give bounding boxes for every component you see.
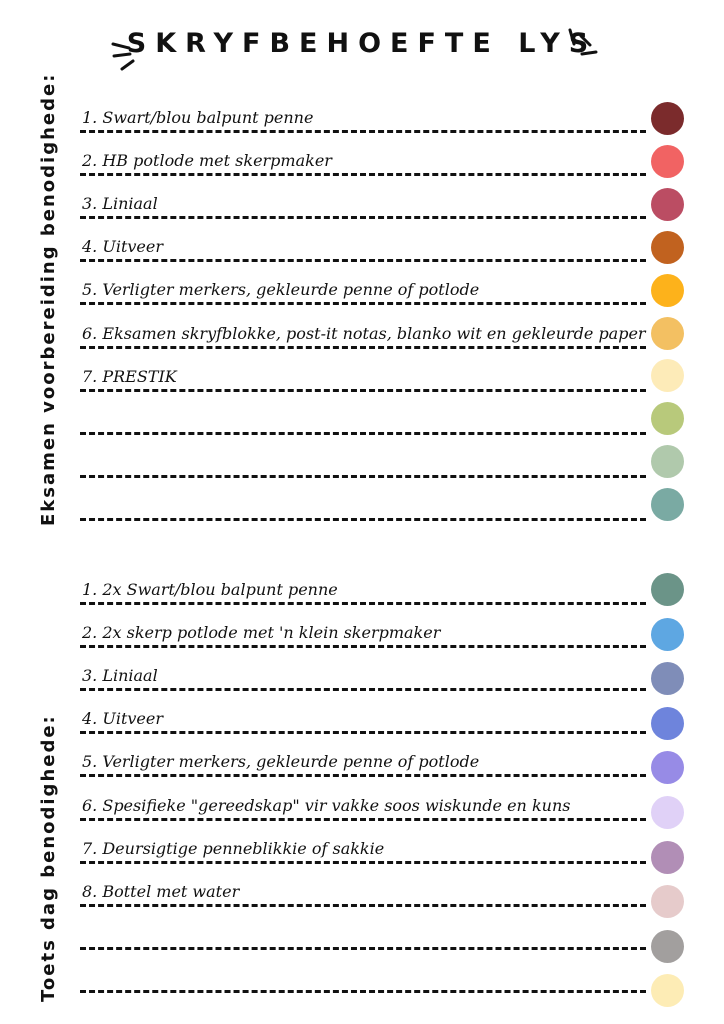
dashed-writing-line [80,904,646,907]
list-item-text: 2. 2x skerp potlode met 'n klein skerpmaker [82,623,441,643]
color-dot [651,145,684,178]
list-item [80,873,646,907]
color-dot [651,102,684,135]
dashed-writing-line [80,818,646,821]
list-item [80,743,646,777]
list-item [80,614,646,648]
list-item [80,99,646,133]
list-item [80,959,646,993]
list-item [80,830,646,864]
color-dot [651,317,684,350]
list-item-text: 6. Spesifieke "gereedskap" vir vakke soos wiskunde en kuns [82,795,571,815]
list-item-text: 7. PRESTIK [82,366,177,386]
dashed-writing-line [80,774,646,777]
color-dot [651,885,684,918]
list-item-text: 1. Swart/blou balpunt penne [82,108,314,127]
dashed-writing-line [80,861,646,864]
color-dot [651,796,684,829]
list-item [80,571,646,605]
dashed-writing-line [80,475,646,478]
list-item [80,142,646,176]
dashed-writing-line [80,688,646,691]
dashed-writing-line [80,302,646,305]
dashed-writing-line [80,259,646,262]
color-dot [651,359,684,392]
color-dot [651,662,684,695]
list-item [80,358,646,392]
list-item-text: 4. Uitveer [82,709,164,729]
list-item-text: 1. 2x Swart/blou balpunt penne [82,580,338,599]
color-dot [651,707,684,740]
list-item [80,271,646,305]
section-label-test-day: Toets dag benodighede: [38,714,59,1002]
dashed-writing-line [80,602,646,605]
title-area [0,14,724,74]
dashed-writing-line [80,432,646,435]
list-item [80,700,646,734]
list-item [80,228,646,262]
color-dot [651,841,684,874]
color-dot [651,188,684,221]
list-item-text: 8. Bottel met water [82,881,240,901]
list-item-text: 3. Liniaal [82,666,158,686]
list-item [80,487,646,521]
page-title: SKRYFBEHOEFTE LYS [126,28,598,59]
dashed-writing-line [80,731,646,734]
list-item [80,657,646,691]
color-dot [651,930,684,963]
list-item-text: 5. Verligter merkers, gekleurde penne of potlode [82,280,480,300]
list-item [80,315,646,349]
dashed-writing-line [80,990,646,993]
dashed-writing-line [80,947,646,950]
color-dot [651,488,684,521]
list-item [80,444,646,478]
list-item-text: 3. Liniaal [82,194,158,214]
list-item-text: 7. Deursigtige penneblikkie of sakkie [82,838,385,858]
list-item [80,916,646,950]
section-label-exam-prep: Eksamen voorbereiding benodighede: [38,72,59,526]
color-dot [651,231,684,264]
list-item [80,401,646,435]
list-item [80,787,646,821]
dashed-writing-line [80,173,646,176]
color-dot [651,974,684,1007]
list-item-text: 4. Uitveer [82,237,164,257]
color-dot [651,445,684,478]
dashed-writing-line [80,216,646,219]
color-dot [651,274,684,307]
color-dot [651,618,684,651]
color-dot [651,573,684,606]
dashed-writing-line [80,389,646,392]
dashed-writing-line [80,346,646,349]
dashed-writing-line [80,130,646,133]
dashed-writing-line [80,645,646,648]
color-dot [651,402,684,435]
color-dot [651,751,684,784]
list-item-text: 6. Eksamen skryfblokke, post-it notas, blanko wit en gekleurde paper [82,323,646,343]
list-item-text: 2. HB potlode met skerpmaker [82,151,332,171]
dashed-writing-line [80,518,646,521]
list-item-text: 5. Verligter merkers, gekleurde penne of potlode [82,752,480,772]
list-item [80,185,646,219]
